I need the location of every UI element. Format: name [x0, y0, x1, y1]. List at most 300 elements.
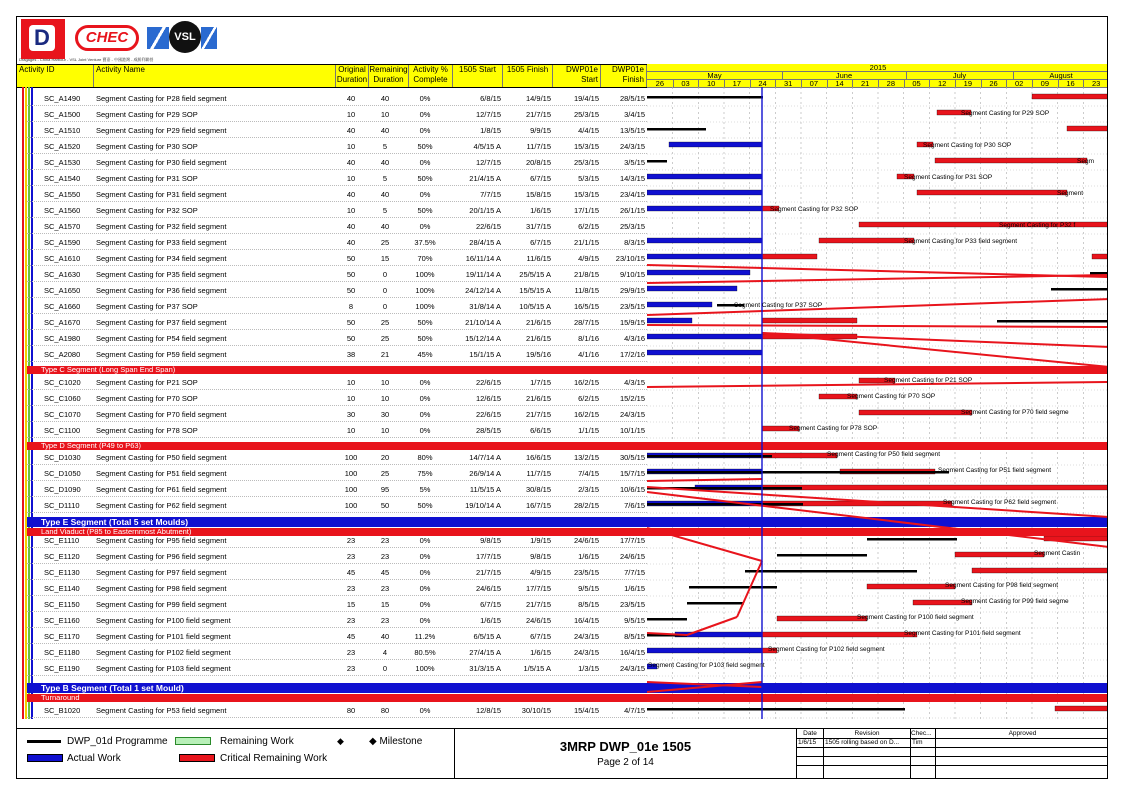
divider — [797, 756, 1108, 757]
original-duration: 100 — [344, 501, 358, 510]
rev-header-approved: Approved — [1008, 730, 1037, 737]
finish-date: 11/7/15 — [526, 469, 551, 478]
col-d2-line1: DWP01e — [611, 65, 644, 74]
activity-row[interactable] — [27, 234, 647, 250]
original-duration: 50 — [346, 334, 356, 343]
activity-row[interactable] — [27, 481, 647, 497]
original-duration: 40 — [346, 94, 356, 103]
actual-bar — [647, 254, 762, 259]
col-dwp01e-finish[interactable] — [601, 65, 647, 87]
bar-label: Segment Casting for P101 field segment — [904, 630, 1021, 637]
col-activity-id-label: Activity ID — [19, 65, 55, 74]
start-date: 28/4/15 A — [469, 238, 501, 247]
start-date: 15/12/14 A — [465, 334, 501, 343]
col-original-duration[interactable] — [336, 65, 369, 87]
percent-complete: 100% — [415, 270, 435, 279]
dwp-start: 15/3/15 — [573, 190, 599, 199]
col-pc-line2: Complete — [413, 75, 448, 84]
activity-name: Segment Casting for P32 field segment — [96, 222, 227, 231]
bar-label: Segment Casting for P32 SOP — [770, 206, 859, 213]
activity-row[interactable] — [27, 449, 647, 465]
legend-area — [17, 728, 1108, 779]
start-date: 6/7/15 — [480, 600, 501, 609]
rev-description: 1505 rolling based on D... — [825, 739, 900, 746]
remaining-duration: 40 — [380, 158, 390, 167]
timeline-day: 19 — [955, 80, 982, 87]
col-1505-finish[interactable] — [503, 65, 553, 87]
percent-complete: 37.5% — [414, 238, 436, 247]
programme-bar — [647, 503, 803, 506]
col-activity-id[interactable] — [17, 65, 94, 87]
activity-id: SC_C1100 — [44, 426, 81, 435]
remaining-duration: 5 — [382, 142, 388, 151]
activity-id: SC_A1610 — [44, 254, 81, 263]
activity-id: SC_D1110 — [44, 501, 80, 510]
rev-checked-by: Tim — [912, 739, 923, 746]
activity-row[interactable] — [27, 250, 647, 266]
dwp-finish: 17/2/16 — [619, 350, 645, 359]
start-date: 31/3/15 A — [469, 664, 501, 673]
percent-complete: 0% — [419, 706, 431, 715]
finish-date: 6/7/15 — [530, 632, 551, 641]
activity-name: Segment Casting for P30 SOP — [96, 142, 198, 151]
gantt-page — [16, 16, 1108, 779]
activity-name: Segment Casting for P33 field segment — [96, 238, 227, 247]
activity-row[interactable] — [27, 406, 647, 422]
start-date: 20/1/15 A — [469, 206, 501, 215]
percent-complete: 0% — [419, 552, 431, 561]
remaining-duration: 25 — [380, 238, 390, 247]
programme-bar — [689, 586, 777, 589]
original-duration: 38 — [346, 350, 356, 359]
dwp-start: 16/5/15 — [573, 302, 599, 311]
activity-row[interactable] — [27, 422, 647, 438]
start-date: 9/8/15 — [480, 536, 501, 545]
bar-label: Segment Casting for P33 field segment — [904, 238, 1018, 245]
dwp-finish: 3/4/15 — [624, 110, 645, 119]
activity-id: SC_A1570 — [44, 222, 81, 231]
dwp-finish: 16/4/15 — [619, 648, 645, 657]
critical-path-link — [647, 299, 1108, 315]
dwp-start: 21/8/15 — [573, 270, 599, 279]
dwp-finish: 10/1/15 — [619, 426, 645, 435]
rev-header-revision: Revision — [854, 730, 880, 737]
critical-bar — [1032, 94, 1108, 99]
dwp-finish: 30/5/15 — [619, 453, 645, 462]
legend-actual-label: Actual Work — [67, 753, 121, 764]
timeline-day: 28 — [878, 80, 905, 87]
dwp-start: 8/5/15 — [578, 600, 599, 609]
dwp-finish: 3/5/15 — [624, 158, 645, 167]
revision-table — [797, 729, 1108, 779]
remaining-duration: 23 — [380, 616, 390, 625]
activity-row[interactable] — [27, 390, 647, 406]
band-type-c-label: Type C Segment (Long Span End Span) — [41, 365, 176, 374]
activity-id: SC_C1020 — [44, 378, 81, 387]
finish-date: 17/7/15 — [525, 584, 551, 593]
critical-bar — [777, 616, 867, 621]
finish-date: 4/9/15 — [530, 568, 551, 577]
bar-label: Segment Casting for P102 field segment — [768, 646, 885, 653]
activity-id: SC_A1670 — [44, 318, 81, 327]
activity-name: Segment Casting for P36 field segment — [96, 286, 227, 295]
dwp-start: 4/4/15 — [578, 126, 599, 135]
programme-bar — [647, 708, 905, 711]
activity-row[interactable] — [27, 465, 647, 481]
activity-row[interactable] — [27, 644, 647, 660]
band-turnaround-label: Turnaround — [41, 693, 80, 702]
activity-name: Segment Casting for P29 field segment — [96, 126, 227, 135]
band-bar — [647, 442, 1108, 450]
dwp-finish: 28/5/15 — [619, 94, 645, 103]
remaining-duration: 5 — [382, 206, 388, 215]
finish-date: 21/7/15 — [525, 410, 551, 419]
critical-bar — [972, 568, 1108, 573]
activity-id: SC_E1140 — [44, 584, 80, 593]
remaining-duration: 0 — [382, 286, 388, 295]
timeline-day: 16 — [1058, 80, 1085, 87]
dwp-finish: 1/6/15 — [624, 584, 645, 593]
original-duration: 40 — [346, 238, 356, 247]
finish-date: 31/7/15 — [525, 222, 551, 231]
original-duration: 23 — [346, 664, 356, 673]
col-od-line2: Duration — [336, 75, 368, 84]
dwp-start: 1/3/15 — [578, 664, 599, 673]
activity-row[interactable] — [27, 580, 647, 596]
activity-row[interactable] — [27, 628, 647, 644]
activity-name: Segment Casting for P61 field segment — [96, 485, 227, 494]
activity-row[interactable] — [27, 170, 647, 186]
start-date: 21/7/15 — [475, 568, 501, 577]
col-activity-name-label: Activity Name — [96, 65, 145, 74]
activity-row[interactable] — [27, 497, 647, 513]
finish-date: 6/7/15 — [530, 174, 551, 183]
chec-logo-text: CHEC — [75, 25, 139, 51]
col-pc-line1: Activity % — [413, 65, 448, 74]
activity-name: Segment Casting for P50 field segment — [96, 453, 227, 462]
activity-row[interactable] — [27, 346, 647, 362]
activity-name: Segment Casting for P70 field segment — [96, 410, 227, 419]
activity-id: SC_E1110 — [44, 536, 80, 545]
remaining-duration: 30 — [380, 410, 390, 419]
dwp-start: 15/3/15 — [573, 142, 599, 151]
finish-date: 15/8/15 — [525, 190, 551, 199]
activity-name: Segment Casting for P70 SOP — [96, 394, 198, 403]
timeline-day: 26 — [647, 80, 674, 87]
dwp-start: 28/2/15 — [573, 501, 599, 510]
dwp-finish: 13/5/15 — [619, 126, 645, 135]
col-remaining-duration[interactable] — [369, 65, 409, 87]
original-duration: 40 — [346, 158, 356, 167]
critical-path-link — [647, 275, 1108, 283]
activity-id: SC_A1660 — [44, 302, 81, 311]
dwp-start: 13/2/15 — [573, 453, 599, 462]
dwp-finish: 15/2/15 — [619, 394, 645, 403]
remaining-duration: 15 — [380, 600, 390, 609]
start-date: 27/4/15 A — [469, 648, 501, 657]
dwp-start: 24/3/15 — [573, 648, 599, 657]
activity-name: Segment Casting for P32 SOP — [96, 206, 198, 215]
dwp-finish: 10/6/15 — [619, 485, 645, 494]
col-activity-name[interactable] — [94, 65, 336, 87]
activity-row[interactable] — [27, 298, 647, 314]
bar-label: Segment Casting for P37 SOP — [734, 302, 823, 309]
actual-bar — [647, 174, 762, 179]
activity-row[interactable] — [27, 266, 647, 282]
dwp-finish: 9/5/15 — [624, 616, 645, 625]
dwp-finish: 7/7/15 — [624, 568, 645, 577]
finish-date: 16/6/15 — [525, 453, 551, 462]
activity-row[interactable] — [27, 374, 647, 390]
bar-label: Segment Casting for P30 SOP — [923, 142, 1012, 149]
activity-id: SC_D1050 — [44, 469, 81, 478]
percent-complete: 50% — [417, 334, 433, 343]
finish-date: 14/9/15 — [525, 94, 551, 103]
activity-name: Segment Casting for P98 field segment — [96, 584, 227, 593]
percent-complete: 0% — [419, 426, 431, 435]
percent-complete: 0% — [419, 600, 431, 609]
month-august: August — [1049, 71, 1073, 80]
activity-name: Segment Casting for P103 field segment — [96, 664, 231, 673]
original-duration: 50 — [346, 254, 356, 263]
column-header — [17, 64, 647, 88]
start-date: 14/7/14 A — [469, 453, 501, 462]
activity-id: SC_D1090 — [44, 485, 81, 494]
activity-id: SC_A1530 — [44, 158, 81, 167]
activity-row[interactable] — [27, 702, 647, 718]
percent-complete: 0% — [419, 94, 431, 103]
percent-complete: 5% — [419, 485, 431, 494]
activity-id: SC_E1190 — [44, 664, 80, 673]
programme-bar — [647, 128, 706, 131]
start-date: 7/7/15 — [480, 190, 501, 199]
original-duration: 80 — [346, 706, 356, 715]
activity-row[interactable] — [27, 218, 647, 234]
programme-bar — [647, 471, 949, 474]
dwp-start: 16/2/15 — [573, 378, 599, 387]
activity-row[interactable] — [27, 660, 647, 676]
activity-id: SC_C1070 — [44, 410, 81, 419]
critical-bar — [859, 410, 972, 415]
timeline-year: 2015 — [869, 63, 887, 72]
activity-row[interactable] — [27, 154, 647, 170]
activity-row[interactable] — [27, 122, 647, 138]
finish-date: 30/8/15 — [525, 485, 551, 494]
critical-bar — [935, 158, 1087, 163]
activity-name: Segment Casting for P100 field segment — [96, 616, 231, 625]
activity-name: Segment Casting for P30 field segment — [96, 158, 227, 167]
activity-row[interactable] — [27, 90, 647, 106]
programme-bar — [1051, 288, 1108, 291]
remaining-duration: 0 — [382, 270, 388, 279]
programme-bar — [647, 160, 667, 163]
finish-date: 16/7/15 — [525, 501, 551, 510]
actual-bar — [647, 270, 750, 275]
percent-complete: 45% — [417, 350, 433, 359]
bar-label: Segment Casting for P103 field segment — [648, 662, 765, 669]
activity-row[interactable] — [27, 596, 647, 612]
activity-row[interactable] — [27, 314, 647, 330]
timeline-day: 05 — [904, 80, 931, 87]
dwp-start: 7/4/15 — [578, 469, 599, 478]
start-date: 1/6/15 — [480, 616, 501, 625]
chec-logo — [73, 19, 143, 59]
divider — [797, 747, 1108, 748]
remaining-duration: 23 — [380, 552, 390, 561]
finish-date: 1/6/15 — [530, 648, 551, 657]
remaining-duration: 40 — [380, 190, 390, 199]
start-date: 6/5/15 A — [473, 632, 501, 641]
original-duration: 45 — [346, 568, 356, 577]
remaining-duration: 10 — [380, 394, 390, 403]
critical-bar — [762, 453, 837, 458]
dwp-finish: 9/10/15 — [619, 270, 645, 279]
programme-bar — [687, 602, 744, 605]
finish-date: 21/6/15 — [525, 394, 551, 403]
finish-date: 21/7/15 — [525, 600, 551, 609]
percent-complete: 75% — [417, 469, 433, 478]
actual-bar — [669, 142, 762, 147]
critical-bar — [762, 254, 817, 259]
critical-bar — [917, 190, 1067, 195]
activity-row[interactable] — [27, 564, 647, 580]
timeline-day: 12 — [929, 80, 956, 87]
percent-complete: 0% — [419, 110, 431, 119]
timeline-day: 21 — [852, 80, 879, 87]
finish-date: 1/5/15 A — [523, 664, 551, 673]
activity-row[interactable] — [27, 612, 647, 628]
finish-date: 10/5/15 A — [519, 302, 551, 311]
original-duration: 50 — [346, 286, 356, 295]
finish-date: 9/8/15 — [530, 552, 551, 561]
activity-id: SC_A1590 — [44, 238, 81, 247]
col-d1-line1: DWP01e — [565, 65, 598, 74]
critical-bar — [955, 552, 1044, 557]
wbs-stripe-red — [22, 87, 24, 719]
bar-label: Segment Casting for P70 SOP — [847, 393, 936, 400]
band-land-viaduct-label: Land Viaduct (P85 to Easternmost Abutment) — [41, 527, 192, 536]
col-start-label: 1505 Start — [459, 65, 496, 74]
dwp-start: 8/1/16 — [578, 334, 599, 343]
remaining-duration: 25 — [380, 318, 390, 327]
legend-critical-label: Critical Remaining Work — [220, 753, 328, 764]
bar-label: Segment Casting for P51 field segment — [938, 467, 1052, 474]
legend-milestone-label: ◆ Milestone — [369, 736, 423, 747]
dwp-finish: 23/5/15 — [619, 302, 645, 311]
col-1505-start[interactable] — [453, 65, 503, 87]
dwp-start: 5/3/15 — [578, 174, 599, 183]
activity-row[interactable] — [27, 138, 647, 154]
actual-bar — [647, 286, 737, 291]
activity-id: SC_A1520 — [44, 142, 81, 151]
bar-label: Segment Casting for P70 field segme — [961, 409, 1069, 416]
legend-actual-swatch — [27, 754, 63, 762]
activity-name: Segment Casting for P54 field segment — [96, 334, 227, 343]
critical-bar — [1092, 254, 1108, 259]
bar-label: Segment Casting for P98 field segment — [945, 582, 1059, 589]
remaining-duration: 5 — [382, 174, 388, 183]
activity-id: SC_A1540 — [44, 174, 81, 183]
dwp-finish: 14/3/15 — [619, 174, 645, 183]
activity-id: SC_E1130 — [44, 568, 80, 577]
divider — [454, 729, 455, 779]
timeline-month-row — [647, 72, 1108, 80]
remaining-duration: 23 — [380, 536, 390, 545]
actual-bar — [647, 318, 692, 323]
activity-name: Segment Casting for P97 field segment — [96, 568, 227, 577]
col-dwp01e-start[interactable] — [553, 65, 601, 87]
programme-bar — [647, 96, 763, 99]
activity-row[interactable] — [27, 548, 647, 564]
activity-name: Segment Casting for P53 field segment — [96, 706, 227, 715]
activity-row[interactable] — [27, 202, 647, 218]
dwp-start: 9/5/15 — [578, 584, 599, 593]
remaining-duration: 23 — [380, 584, 390, 593]
dragages-logo-letter: D — [29, 25, 55, 51]
activity-row[interactable] — [27, 106, 647, 122]
bar-label: Segment Casting for P99 field segme — [961, 598, 1069, 605]
activity-id: SC_A2080 — [44, 350, 81, 359]
dwp-finish: 24/6/15 — [619, 552, 645, 561]
dwp-start: 25/3/15 — [573, 110, 599, 119]
original-duration: 45 — [346, 632, 356, 641]
activity-id: SC_A1650 — [44, 286, 81, 295]
remaining-duration: 45 — [380, 568, 390, 577]
percent-complete: 0% — [419, 536, 431, 545]
percent-complete: 0% — [419, 616, 431, 625]
original-duration: 50 — [346, 270, 356, 279]
remaining-duration: 40 — [380, 94, 390, 103]
dwp-finish: 8/3/15 — [624, 238, 645, 247]
activity-row[interactable] — [27, 330, 647, 346]
dwp-finish: 23/4/15 — [619, 190, 645, 199]
original-duration: 23 — [346, 552, 356, 561]
actual-bar — [647, 648, 762, 653]
page-number: Page 2 of 14 — [597, 757, 654, 768]
band-type-d-label: Type D Segment (P49 to P63) — [41, 441, 142, 450]
finish-date: 6/7/15 — [530, 238, 551, 247]
activity-row[interactable] — [27, 282, 647, 298]
programme-bar — [647, 618, 687, 621]
dwp-start: 16/4/15 — [573, 616, 599, 625]
dwp-start: 24/6/15 — [573, 536, 599, 545]
activity-name: Segment Casting for P34 field segment — [96, 254, 227, 263]
remaining-duration: 40 — [380, 632, 390, 641]
start-date: 15/1/15 A — [469, 350, 501, 359]
band-bar — [647, 528, 1108, 536]
activity-id: SC_A1490 — [44, 94, 81, 103]
dwp-finish: 24/3/15 — [619, 664, 645, 673]
original-duration: 10 — [346, 426, 356, 435]
col-percent-complete[interactable] — [409, 65, 453, 87]
activity-id: SC_B1020 — [44, 706, 81, 715]
original-duration: 100 — [344, 453, 358, 462]
programme-bar — [777, 554, 867, 557]
activity-row[interactable] — [27, 186, 647, 202]
bar-label: Segment Casting for P78 SOP — [789, 425, 878, 432]
band-type-e-label: Type E Segment (Total 5 set Moulds) — [41, 517, 189, 527]
start-date: 6/8/15 — [480, 94, 501, 103]
original-duration: 100 — [344, 469, 358, 478]
activity-id: SC_A1560 — [44, 206, 81, 215]
percent-complete: 100% — [415, 302, 435, 311]
col-rd-line2: Duration — [373, 75, 404, 84]
legend-remaining-label: Remaining Work — [220, 736, 294, 747]
dwp-start: 4/9/15 — [578, 254, 599, 263]
original-duration: 100 — [344, 485, 358, 494]
percent-complete: 0% — [419, 222, 431, 231]
percent-complete: 50% — [417, 174, 433, 183]
